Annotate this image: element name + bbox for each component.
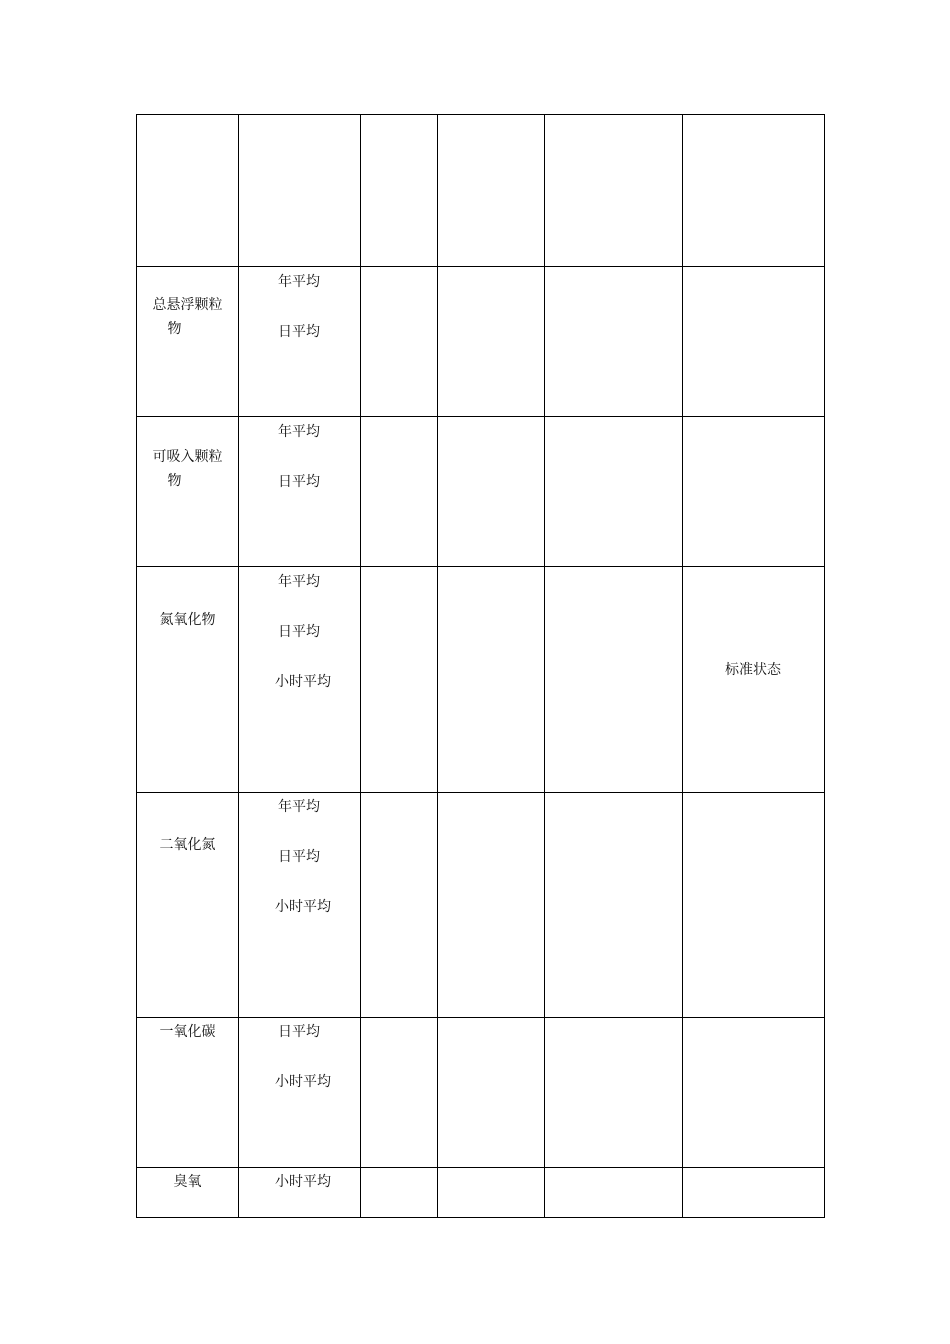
period-label: 日平均	[278, 1024, 320, 1040]
column-divider	[544, 115, 545, 1217]
pollutant-name: 总悬浮颗粒 物	[152, 297, 223, 337]
row-divider	[137, 566, 824, 567]
column-divider	[437, 115, 438, 1217]
pollutant-name: 一氧化碳	[159, 1024, 216, 1040]
row-divider	[137, 416, 824, 417]
column-divider	[238, 115, 239, 1217]
column-divider	[360, 115, 361, 1217]
period-label: 年平均	[278, 274, 320, 290]
pollutant-name: 氮氧化物	[159, 612, 216, 628]
pollutant-name: 二氧化氮	[159, 837, 216, 853]
row-divider	[137, 1167, 824, 1168]
standards-table	[136, 114, 825, 1218]
pollutant-name: 臭氧	[173, 1174, 202, 1190]
period-label: 小时平均	[275, 899, 331, 915]
row-divider	[137, 266, 824, 267]
note-label: 标准状态	[725, 662, 781, 678]
row-divider	[137, 1017, 824, 1018]
period-label: 日平均	[278, 474, 320, 490]
column-divider	[682, 115, 683, 1217]
period-label: 日平均	[278, 849, 320, 865]
period-label: 日平均	[278, 324, 320, 340]
period-label: 年平均	[278, 574, 320, 590]
period-label: 年平均	[278, 424, 320, 440]
period-label: 小时平均	[275, 1174, 331, 1190]
period-label: 年平均	[278, 799, 320, 815]
row-divider	[137, 792, 824, 793]
period-label: 小时平均	[275, 674, 331, 690]
period-label: 小时平均	[275, 1074, 331, 1090]
period-label: 日平均	[278, 624, 320, 640]
pollutant-name: 可吸入颗粒 物	[152, 449, 223, 489]
